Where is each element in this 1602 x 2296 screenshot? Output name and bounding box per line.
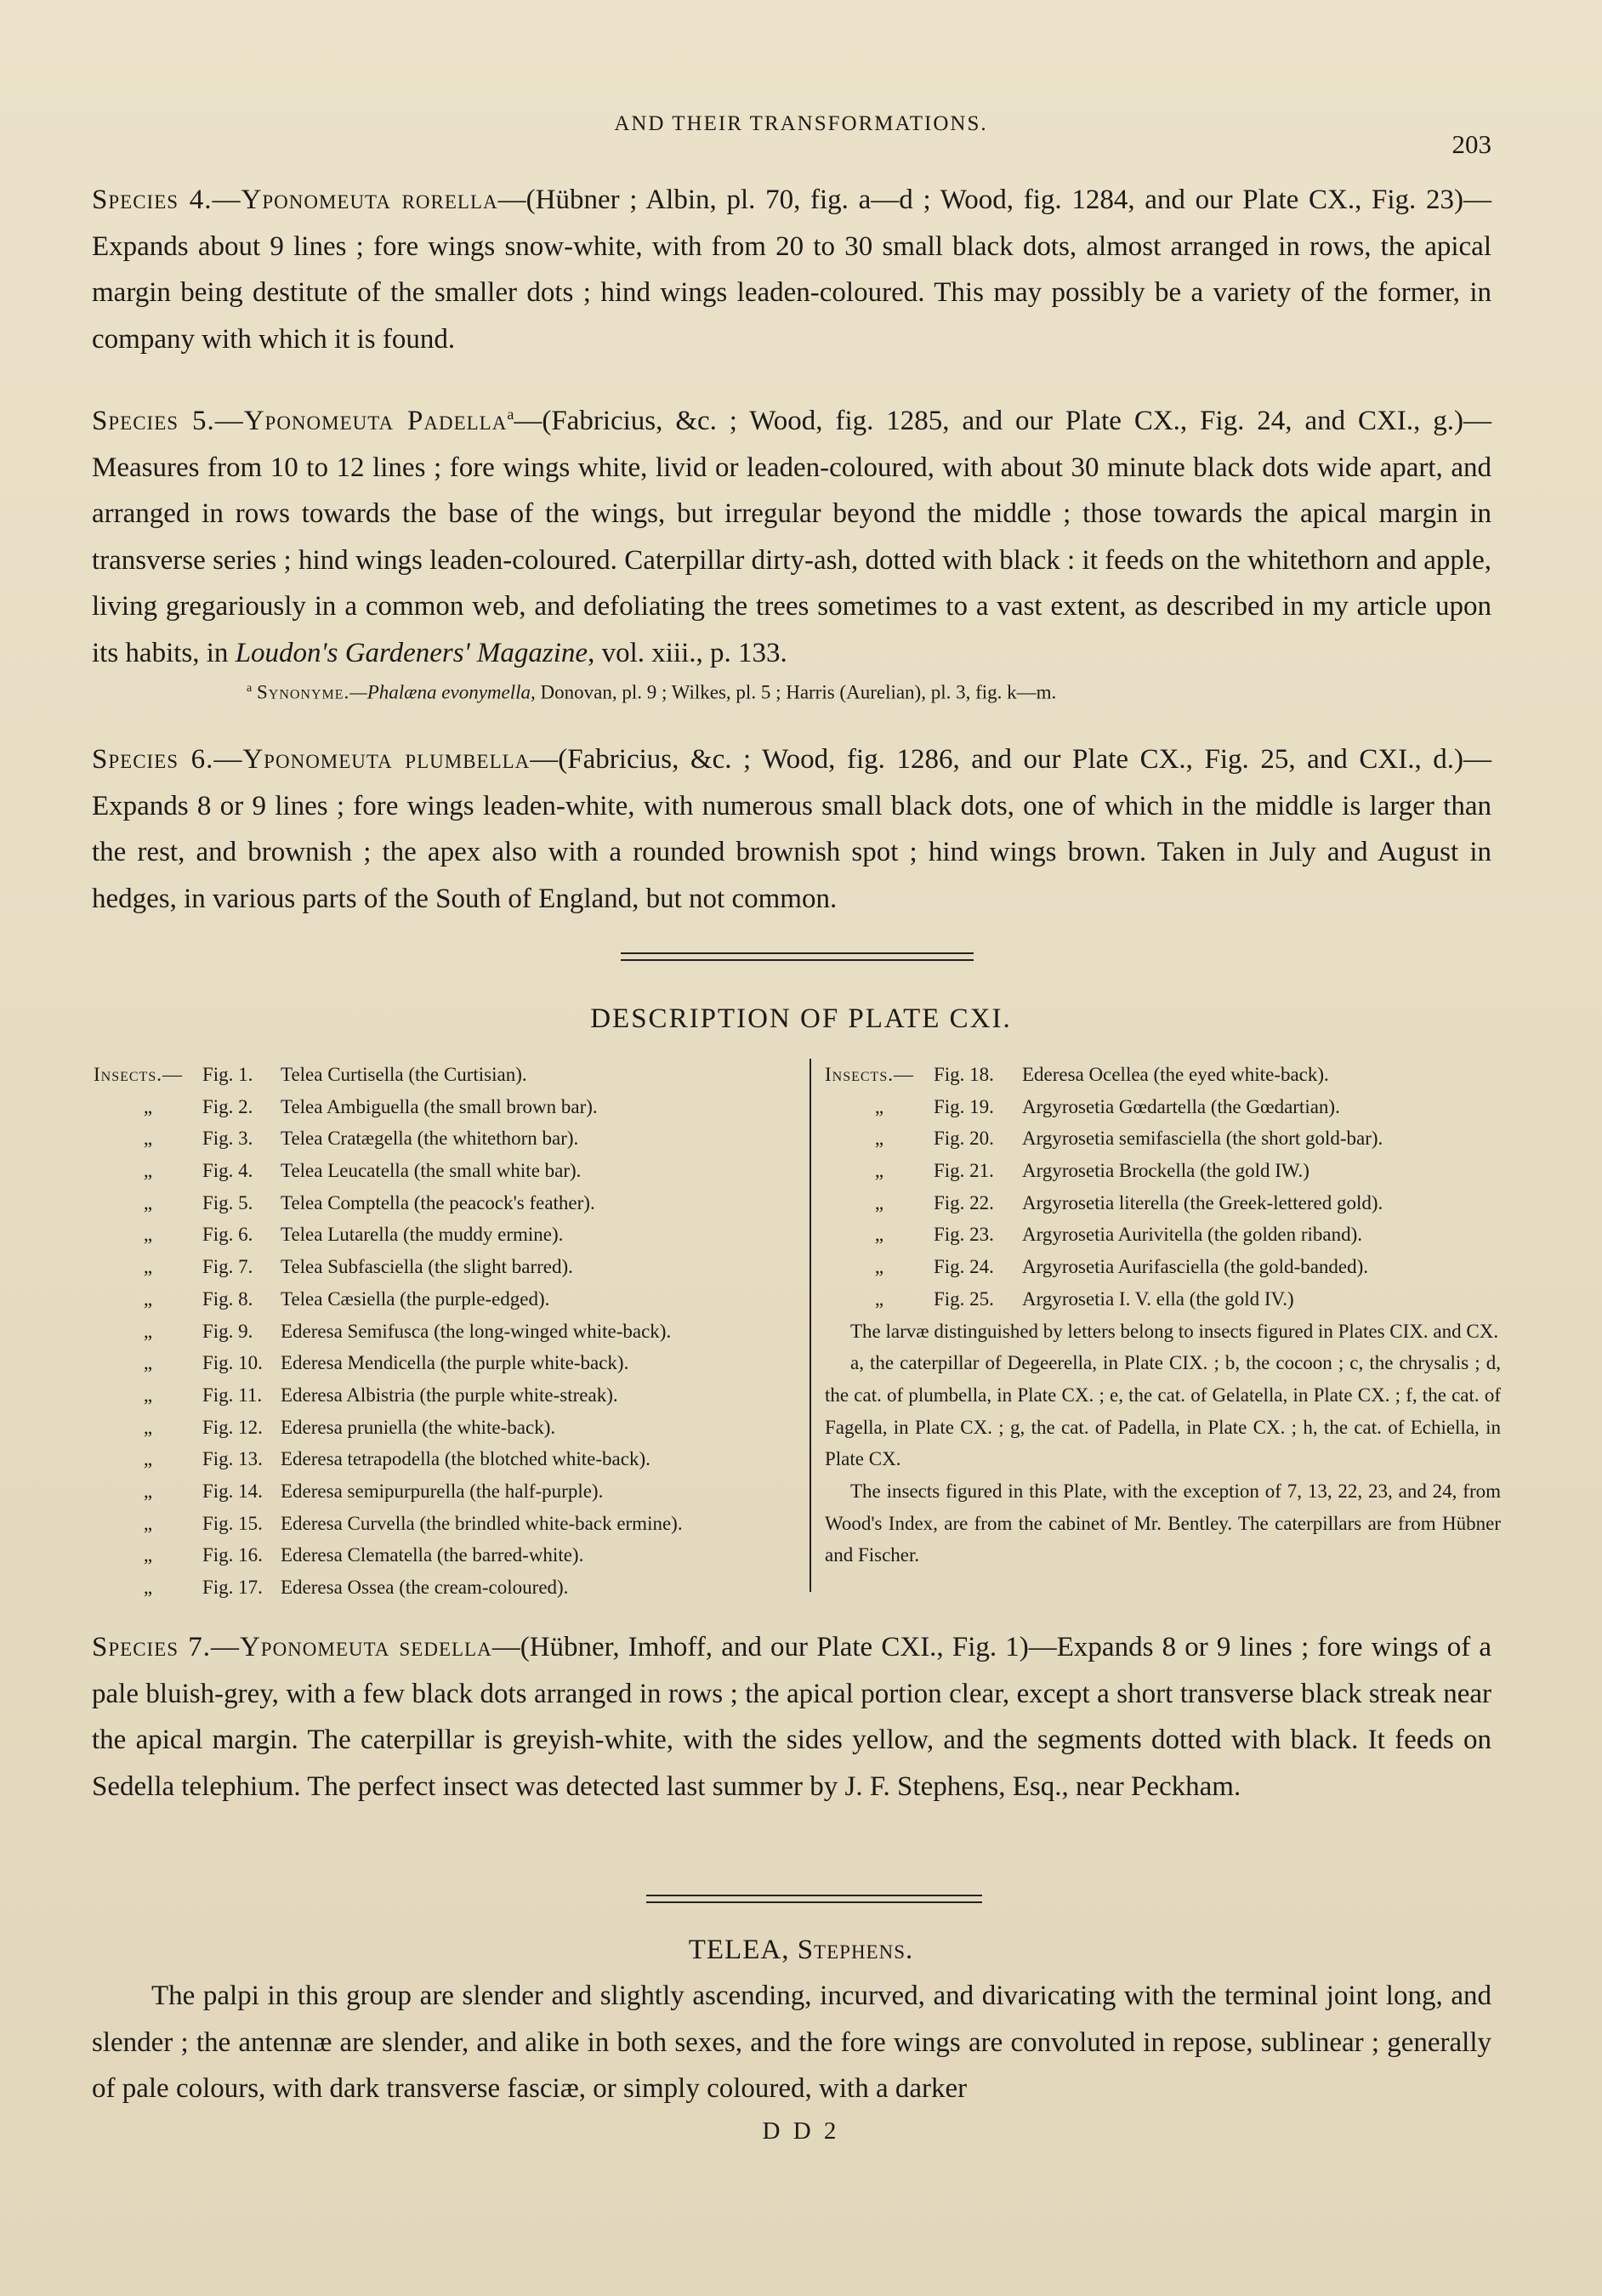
footnote-mark: a [247,682,253,695]
plate-right-column [825,1059,1501,1571]
species-7-text: —(Hübner, Imhoff, and our Plate CXI., Fig. 1)—Expands 8 or 9 lines ; fore wings of a pale bluish-grey, with a few black dots arranged in rows ; the apical portion clear, except a short transverse black streak near the apical margin. The caterpillar is greyish-white, with the sides yellow, and the segments dotted with black. It feeds on Sedella telephium. The perfect insect was detected last summer by J. F. Stephens, Esq., near Peckham. [92,1632,1492,1802]
species-4-label: Species 4.—Yponomeuta rorella [92,185,498,215]
plate-heading: DESCRIPTION OF PLATE CXI. [590,1003,1012,1034]
plate-item: „ Fig. 13. Ederesa tetrapodella (the blotched white-back). [143,1448,650,1470]
species-5-footnote [247,676,1056,706]
column-divider [810,1059,811,1592]
plate-item: „ Fig. 5. Telea Comptella (the peacock's feather). [143,1191,595,1213]
plate-item: „ Fig. 11. Ederesa Albistria (the purple white-streak). [143,1384,618,1406]
plate-item: Insects.— Fig. 1. Telea Curtisella (the Curtisian). [94,1064,527,1085]
plate-item: „ Fig. 6. Telea Lutarella (the muddy ermine). [143,1224,564,1246]
species-5-paragraph [92,391,1491,676]
species-4-text: —(Hübner ; Albin, pl. 70, fig. a—d ; Wood, fig. 1284, and our Plate CX., Fig. 23)—Expands about 9 lines ; fore wings snow-white, with from 20 to 30 small black dots, almost arranged in rows, the apical margin being destitute of the smaller dots ; hind wings leaden-coloured. This may possibly be a variety of the former, in company with which it is found. [92,185,1492,355]
plate-item: „ Fig. 12. Ederesa pruniella (the white-back). [143,1416,556,1438]
species-5-text-end: , vol. xiii., p. 133. [588,637,787,668]
plate-item: „ Fig. 20. Argyrosetia semifasciella (the short gold-bar). [874,1128,1383,1150]
plate-note-sources: The insects figured in this Plate, with the exception of 7, 13, 22, 23, and 24, from Wood's Index, are from the cabinet of Mr. Bentley. The caterpillars are from Hübner and Fischer. [825,1480,1501,1566]
species-7-paragraph [92,1624,1491,1810]
genus-author: Stephens. [797,1935,914,1965]
footnote-label: Synonyme. [256,681,350,703]
plate-item: „ Fig. 2. Telea Ambiguella (the small brown bar). [143,1095,598,1117]
footnote-italic: —Phalæna evonymella, [349,681,536,703]
plate-item: „ Fig. 10. Ederesa Mendicella (the purple white-back). [143,1352,629,1374]
plate-item: „ Fig. 19. Argyrosetia Gœdartella (the Gœdartian). [874,1095,1340,1117]
species-5-footnote-mark: a [507,406,514,423]
plate-item: „ Fig. 25. Argyrosetia I. V. ella (the gold IV.) [874,1287,1294,1310]
species-5-text: —(Fabricius, &c. ; Wood, fig. 1285, and our Plate CX., Fig. 24, and CXI., g.)—Measures from 10 to 12 lines ; fore wings white, livid or leaden-coloured, with about 30 minute black dots wide apart, and arranged in rows towards the base of the wings, but irregular beyond the middle ; those towards the apical margin in transverse series ; hind wings leaden-coloured. Caterpillar dirty-ash, dotted with black : it feeds on the whitethorn and apple, living gregariously in a common web, and defoliating the trees sometimes to a vast extent, as described in my article upon its habits, in [92,406,1492,668]
genus-name: TELEA, [688,1935,790,1965]
plate-item: „ Fig. 14. Ederesa semipurpurella (the half-purple). [143,1480,604,1502]
plate-note-caterpillars: a, the caterpillar of Degeerella, in Plate CIX. ; b, the cocoon ; c, the chrysalis ; d, the cat. of plumbella, in Plate CX. ; e, the cat. of Gelatella, in Plate CX. ; f, the cat. of Fagella, in Plate CX. ; g, the cat. of Padella, in Plate CX. ; h, the cat. of Echiella, in Plate CX. [825,1352,1501,1470]
plate-item: Insects.— Fig. 18. Ederesa Ocellea (the eyed white-back). [825,1064,1329,1085]
plate-item: „ Fig. 17. Ederesa Ossea (the cream-coloured). [143,1577,569,1598]
plate-note-larvae: The larvæ distinguished by letters belong to insects figured in Plates CIX. and CX. [850,1320,1499,1342]
section-divider-rule [646,1895,982,1903]
signature-mark: D D 2 [762,2117,840,2145]
footnote-text: Donovan, pl. 9 ; Wilkes, pl. 5 ; Harris (Aurelian), pl. 3, fig. k—m. [535,681,1057,703]
running-head: AND THEIR TRANSFORMATIONS. [614,112,988,135]
species-6-label: Species 6.—Yponomeuta plumbella [92,744,531,775]
plate-item: „ Fig. 23. Argyrosetia Aurivitella (the golden riband). [874,1224,1363,1246]
plate-item: „ Fig. 16. Ederesa Clematella (the barred-white). [143,1544,584,1566]
species-7-label: Species 7.—Yponomeuta sedella [92,1632,492,1662]
plate-item: „ Fig. 22. Argyrosetia literella (the Greek-lettered gold). [874,1191,1383,1213]
section-divider-rule [621,952,974,961]
page-number: 203 [1451,129,1491,159]
plate-item: „ Fig. 3. Telea Cratægella (the whitethorn bar). [143,1128,579,1150]
plate-item: „ Fig. 24. Argyrosetia Aurifasciella (the gold-banded). [874,1256,1369,1278]
species-5-journal: Loudon's Gardeners' Magazine [235,637,588,668]
species-5-label: Species 5.—Yponomeuta Padella [92,406,508,436]
plate-item: „ Fig. 7. Telea Subfasciella (the slight barred). [143,1256,573,1278]
plate-left-column [94,1059,799,1604]
plate-item: „ Fig. 8. Telea Cæsiella (the purple-edged). [143,1287,550,1310]
genus-title [0,1935,1602,1966]
plate-item: „ Fig. 4. Telea Leucatella (the small white bar). [143,1160,582,1182]
telea-paragraph: The palpi in this group are slender and slightly ascending, incurved, and divaricating with the terminal joint long, and slender ; the antennæ are slender, and alike in both sexes, and the fore wings are convoluted in repose, sublinear ; generally of pale colours, with dark transverse fasciæ, or simply coloured, with a darker [92,1981,1491,2104]
species-4-paragraph [92,177,1491,362]
plate-item: „ Fig. 9. Ederesa Semifusca (the long-winged white-back). [143,1320,672,1342]
species-6-paragraph [92,736,1491,922]
species-6-text: —(Fabricius, &c. ; Wood, fig. 1286, and our Plate CX., Fig. 25, and CXI., d.)—Expands 8 or 9 lines ; fore wings leaden-white, with numerous small black dots, one of which in the middle is larger than the rest, and brownish ; the apex also with a rounded brownish spot ; hind wings brown. Taken in July and August in hedges, in various parts of the South of England, but not common. [92,744,1491,914]
plate-item: „ Fig. 21. Argyrosetia Brockella (the gold IW.) [874,1160,1309,1182]
plate-item: „ Fig. 15. Ederesa Curvella (the brindled white-back ermine). [143,1512,683,1534]
